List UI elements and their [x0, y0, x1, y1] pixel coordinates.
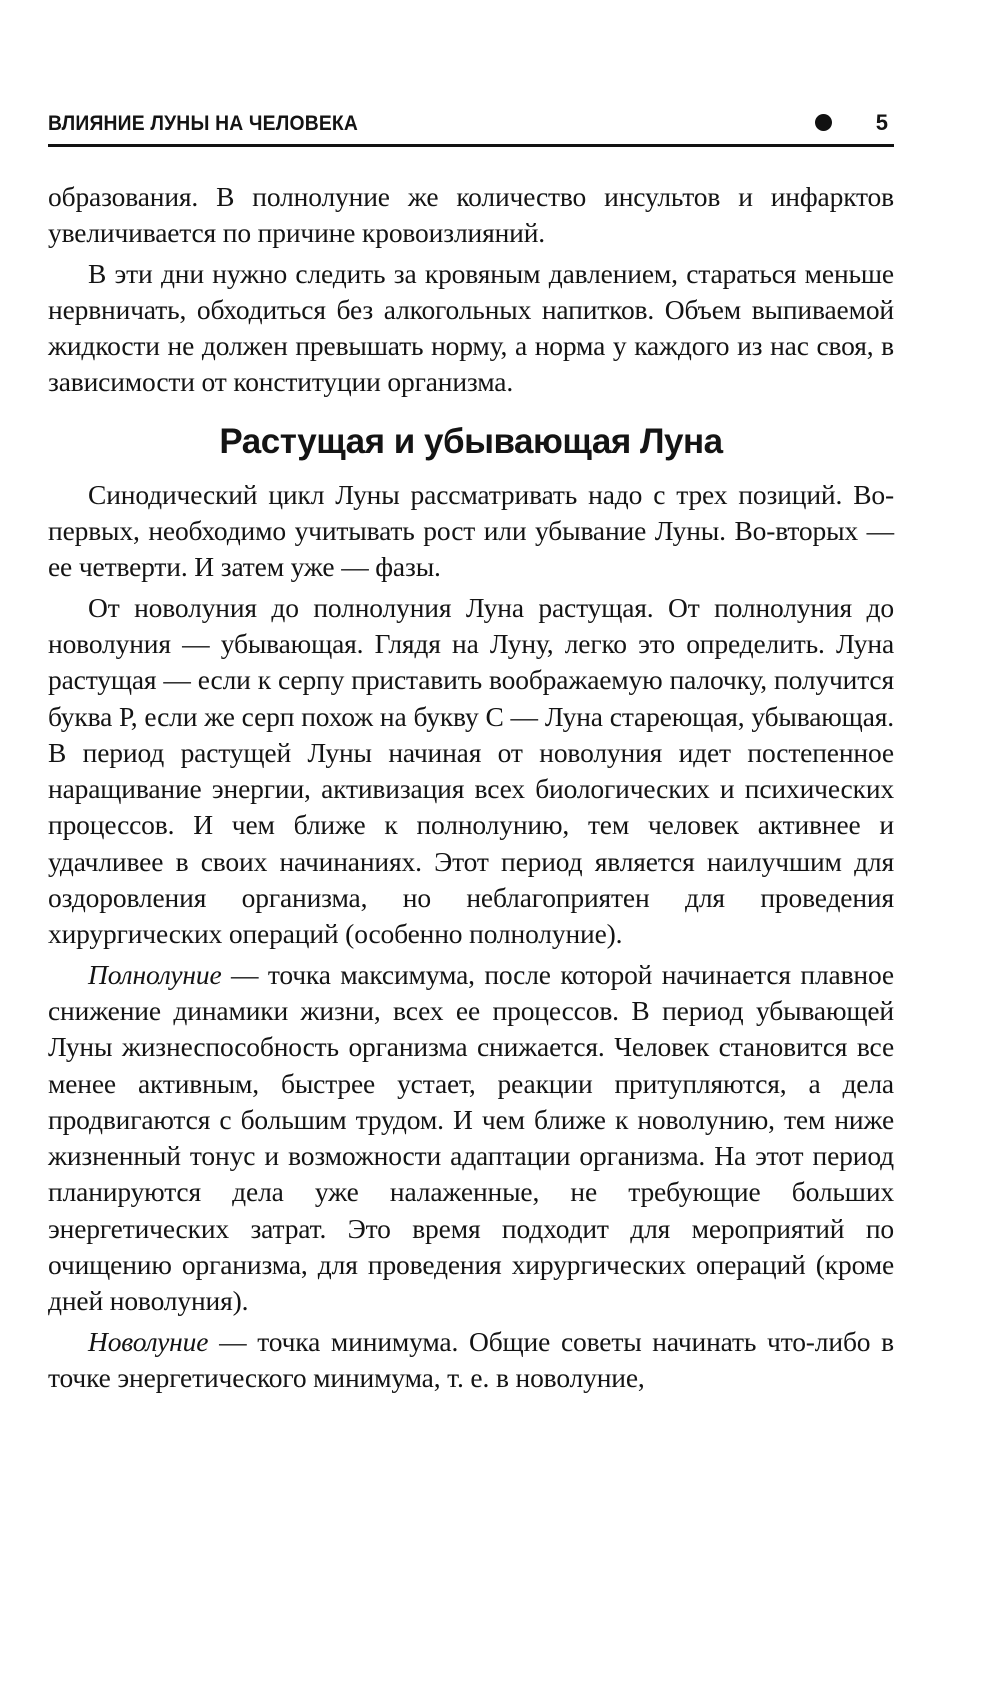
new-moon-text: — точка минимума. Общие советы начинать что-либо в точке энергетического минимума, т. е. в новолуние, — [48, 1325, 894, 1393]
bullet-icon — [815, 114, 832, 131]
term-full-moon: Полнолуние — [88, 958, 222, 990]
paragraph-new-moon — [48, 1324, 894, 1397]
section-heading: Растущая и убывающая Луна — [219, 421, 723, 461]
paragraph-synodic-cycle: Синодический цикл Луны рассматривать надо с трех позиций. Во-первых, необходимо учитывать рост или убывание Луны. Во-вторых — ее четверти. И затем уже — фазы. — [48, 478, 894, 583]
running-title: ВЛИЯНИЕ ЛУНЫ НА ЧЕЛОВЕКА — [48, 112, 359, 135]
paragraph-growing-moon: От новолуния до полнолуния Луна растущая. От полнолуния до новолуния — убывающая. Глядя на Луну, легко это определить. Луна растущая — если к серпу приставить воображаемую палочку, получится буква Р, если же серп похож на букву С — Луна стареющая, убывающая. В период растущей Луны начиная от новолуния идет постепенное наращивание энергии, активизация всех биологических и психических процессов. И чем ближе к полнолунию, тем человек активнее и удачливее в своих начинаниях. Этот период является наилучшим для оздоровления организма, но неблагоприятен для проведения хирургических операций (особенно полнолуние). — [48, 591, 894, 950]
book-page — [48, 104, 894, 1400]
paragraph-blood-pressure: В эти дни нужно следить за кровяным давлением, стараться меньше нервничать, обходиться без алкогольных напитков. Объем выпиваемой жидкости не должен превышать норму, а норма у каждого из нас своя, в зависимости от конституции организма. — [48, 257, 894, 398]
full-moon-text: — точка максимума, после которой начинается плавное снижение динамики жизни, всех ее процессов. В период убывающей Луны жизнеспособность организма снижается. Человек становится все менее активным, быстрее устает, реакции притупляются, а дела продвигаются с большим трудом. И чем ближе к новолунию, тем ниже жизненный тонус и возможности адаптации организма. На этот период планируются дела уже налаженные, не требующие больших энергетических затрат. Это время подходит для мероприятий по очищению организма, для проведения хирургических операций (кроме дней новолуния). — [48, 958, 894, 1317]
paragraph-full-moon — [48, 957, 894, 1320]
term-new-moon: Новолуние — [88, 1325, 209, 1357]
page-number: 5 — [875, 110, 888, 135]
paragraph-continuation: образования. В полнолуние же количество инсультов и инфарктов увеличивается по причине кровоизлияний. — [48, 181, 894, 249]
body-text — [48, 179, 894, 1396]
running-header — [48, 104, 894, 147]
